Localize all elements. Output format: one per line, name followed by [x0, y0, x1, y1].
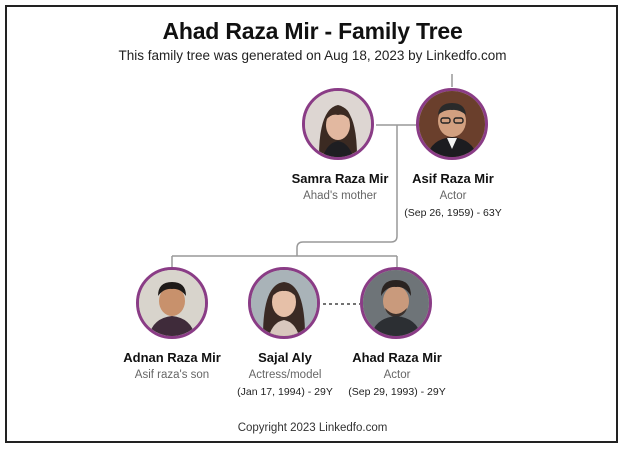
- person-dates: (Jan 17, 1994) - 29Y: [237, 386, 333, 398]
- person-dates: (Sep 29, 1993) - 29Y: [348, 386, 446, 398]
- page-title: Ahad Raza Mir - Family Tree: [162, 18, 463, 44]
- person-role: Actor: [383, 369, 411, 381]
- avatar-asif-raza-mir[interactable]: [416, 88, 488, 160]
- person-dates: (Sep 26, 1959) - 63Y: [404, 207, 502, 219]
- person-ahad-raza-mir: [322, 350, 472, 398]
- avatar-adnan-raza-mir[interactable]: [136, 267, 208, 339]
- person-name[interactable]: Asif Raza Mir: [412, 171, 494, 186]
- person-asif-raza-mir: [378, 171, 528, 219]
- portrait-man-icon: [139, 270, 205, 336]
- portrait-woman-icon: [305, 91, 371, 157]
- person-role: Asif raza's son: [134, 369, 210, 381]
- person-name[interactable]: Ahad Raza Mir: [352, 350, 442, 365]
- page-subtitle: This family tree was generated on Aug 18, 2023 by Linkedfo.com: [118, 48, 507, 63]
- portrait-woman-icon: [251, 270, 317, 336]
- person-name[interactable]: Adnan Raza Mir: [123, 350, 221, 365]
- person-role: Ahad's mother: [303, 190, 377, 202]
- person-role: Actor: [439, 190, 467, 202]
- avatar-ahad-raza-mir[interactable]: [360, 267, 432, 339]
- portrait-man-icon: [363, 270, 429, 336]
- avatar-samra-raza-mir[interactable]: [302, 88, 374, 160]
- copyright-footer: Copyright 2023 Linkedfo.com: [237, 422, 388, 434]
- portrait-man-icon: [419, 91, 485, 157]
- person-role: Actress/model: [248, 369, 322, 381]
- person-name[interactable]: Sajal Aly: [258, 350, 312, 365]
- person-name[interactable]: Samra Raza Mir: [291, 171, 389, 186]
- avatar-sajal-aly[interactable]: [248, 267, 320, 339]
